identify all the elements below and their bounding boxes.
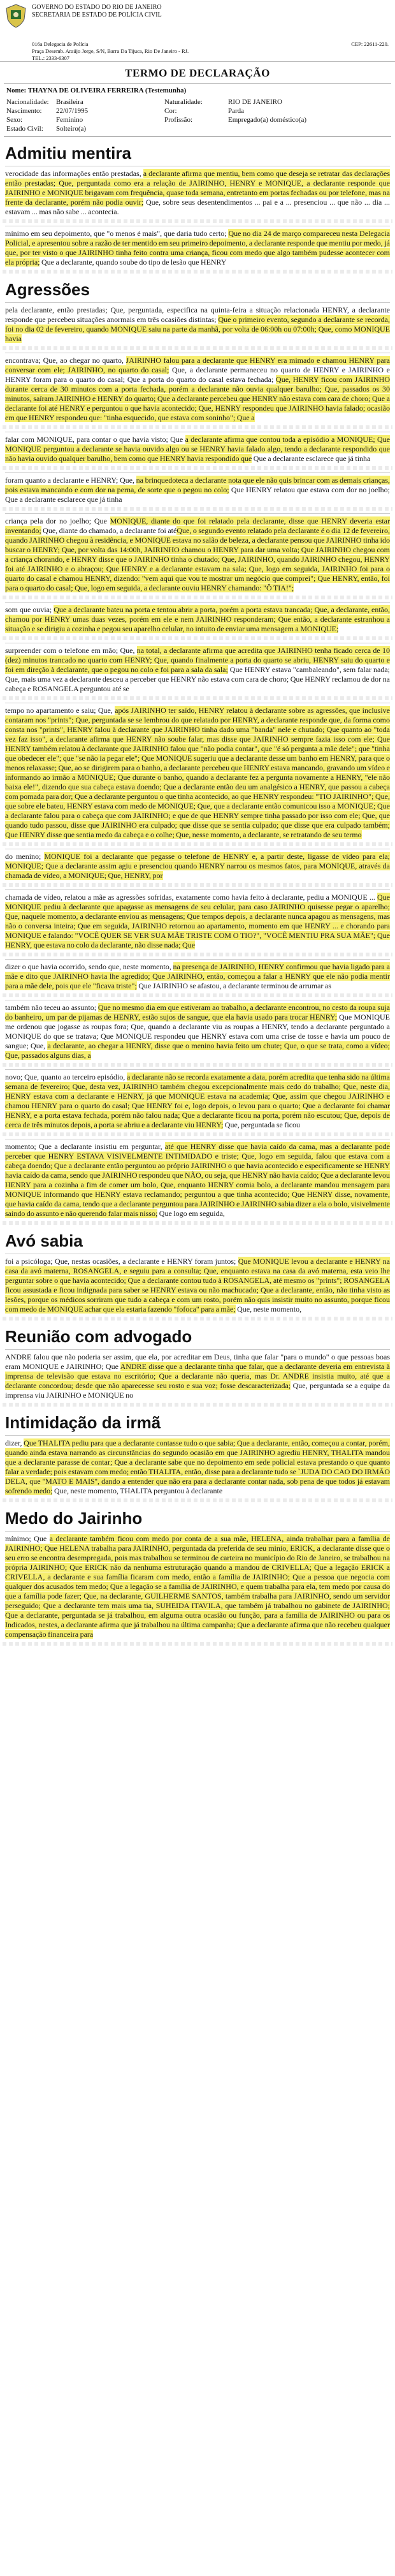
highlighted-text: Que no mesmo dia em que estiveram ao trabalho, a declarante encontrou, no cesto da roupa suja do banheiro, um par de pijamas de HENRY, estão sujos de sangue, que ela havia usado para trocar HENRY; (5, 1003, 390, 1021)
text-excerpt (5, 1000, 390, 1062)
torn-edge-divider (3, 1221, 392, 1225)
torn-edge-divider (3, 346, 392, 350)
org-line-1: GOVERNO DO ESTADO DO RIO DE JANEIRO (32, 4, 162, 11)
field-label: Nascimento: (6, 107, 42, 115)
field-label: Estado Civil: (6, 125, 43, 133)
excerpt-text: som que ouvia; (5, 605, 54, 614)
state-crest-icon (5, 4, 27, 28)
torn-edge-divider (3, 953, 392, 956)
excerpt-text: Que JAIRINHO se afastou, a declarante terminou de arrumar as (136, 981, 331, 990)
excerpt-text: Que, neste momento, THALITA perguntou à declarante (52, 1486, 223, 1495)
highlighted-text: a declarante, ao chegar a HENRY, disse que o menino havia feito um chute; Que, o que se trata, como a vídeo; Que, passados alguns dias, a (5, 1041, 390, 1060)
section-title: Intimidação da irmã (5, 1413, 161, 1432)
text-excerpt (5, 703, 390, 841)
excerpt-text: Que logo em seguida, (157, 1209, 225, 1218)
torn-edge-divider (3, 636, 392, 640)
highlighted-text: Que, o segundo evento relatado pela declarante é o dia 12 de fevereiro, quando JAIRINHO chegou à residência, e MONIQUE estava no salão de beleza, a declarante pensou que JAIRINHO tinha ido buscar o HENRY; Que, por volta das 14:00h, JAIRINHO chamou o HENRY para dar uma volta; Que JAIRINHO chegou com a criança chorando, e HENRY disse que o JAIRINHO tinha o chutado; Que, JAIRINHO, quando JAIRINHO chegou, HENRY foi até JAIRINHO e o abraçou; Que HENRY e a declarante estavam na sala; Que, logo em seguida, JAIRINHO foi para o quarto do casal e chamou HENRY, dizendo: "vem aqui que vou te mostrar um negócio que comprei"; Que HENRY, então, foi para o quarto do casal; Que, logo em seguida, a declarante ouviu HENRY chamando: "Ô TIA!"; (5, 526, 390, 592)
text-excerpt (5, 1435, 390, 1497)
highlighted-text: Que a declarante bateu na porta e tentou abrir a porta, porém a porta estava trancada; Que, a declarante, então, chamou por HENRY umas duas vezes, porém em ele e nem JAIRINHO responderam; Que então, a declarante estranhou a situação e se dirigiu a cozinha e pegou seu aparelho celular, no intuito de enviar uma mensagem a MONIQUE; (5, 605, 390, 633)
section-title: Reunião com advogado (5, 1327, 192, 1346)
witness-name: Nome: THAYNA DE OLIVEIRA FERREIRA (Testemunha) (6, 87, 187, 94)
excerpt-text: ANDRE falou que não poderia ser assim, que ela, por acreditar em Deus, tinha que falar "para o mundo" o que pessoas boas eram MONIQUE e JAIRINHO; Que (5, 1352, 390, 1371)
torn-edge-divider (3, 696, 392, 700)
excerpt-text: Que, perguntada se a equipe da imprensa viu JAIRINHO e MONIQUE no (5, 1381, 390, 1400)
excerpt-text: momento; Que a declarante insistiu em perguntar, (5, 1142, 165, 1151)
torn-edge-divider (3, 1403, 392, 1407)
field-label: Cor: (164, 107, 177, 115)
torn-edge-divider (3, 1132, 392, 1136)
highlighted-text: Que MONIQUE pediu à declarante que apagasse as mensagens de seu celular, para caso JAIRINHO quisesse pegar o aparelho; Que, naquele momento, a declarante enviou as mensagens; Que tempos depois, a declarante nunca apagou as mensagens, mas não o conversa inteira; Que em seguida, JAIRINHO retornou ao apartamento, momento em que HENRY ... e chorando para MONIQUE e falando: "VOCÊ QUER SE VER SUA MÃE TRISTE COM O TIO?", "VOCÊ MENTIU PRA SUA MÃE"; Que HENRY, que estava no colo da declarante, não disse nada; Que (5, 893, 390, 949)
excerpt-text: mínimo em seu depoimento, que "o menos é mais", que daria tudo certo; (5, 229, 229, 238)
field-label: Nacionalidade: (6, 98, 49, 106)
witness-box (4, 84, 391, 137)
text-excerpt (5, 1254, 390, 1315)
excerpt-text: novo; Que, quanto ao terceiro episódio, (5, 1072, 127, 1081)
excerpt-text: dizer o que havia ocorrido, sendo que, neste momento, (5, 962, 173, 971)
declaration-sections (0, 143, 395, 1646)
text-excerpt (5, 353, 390, 424)
field-value (228, 125, 389, 133)
excerpt-text: Que, sobre seus desentendimentos ... pai e a ... presenciou ... que não ... dia ... estavam ... mas não sabe ... acontecia. (5, 198, 391, 216)
org-line-2: SECRETARIA DE ESTADO DE POLÍCIA CIVIL (32, 11, 162, 18)
text-excerpt (5, 849, 390, 882)
excerpt-text: do menino; (5, 852, 45, 861)
highlighted-text: Que o primeiro evento, segundo a declarante se recorda, foi no dia 02 de fevereiro, quando MONIQUE saiu na parte da manhã, por volta de 06:00h ou 07:00h; Que, como MONIQUE havia (5, 315, 390, 343)
excerpt-text: Que HENRY estava "cambaleando", sem falar nada; Que, mais uma vez a declarante desceu a perceber que HENRY não estava com cara de choro; Que HENRY reclamou de dor na cabeça e ROSANGELA perguntou até se (5, 665, 390, 693)
text-excerpt (5, 1069, 390, 1131)
excerpt-text: Que, diante do chamado, a declarante foi até (41, 526, 177, 535)
excerpt-text: dizer, (5, 1438, 24, 1447)
highlighted-text: Que MONIQUE levou a declarante e HENRY na casa da avó materna, ROSANGELA, e seguiu para a consulta; Que, enquanto estava na casa da avó materna, esta veio lhe perguntar sobre o que havia acontecido; Que a declarante contou tudo à ROSANGELA, até mesmo os "prints"; ROSANGELA ficou assustada e ficou indignada para saber se HENRY estava ou não machucado; Que a declarante, então, não tinha visto as lesões, porque os médicos sorriram que tudo a cabeça e com um rosto, porém não quis insistir muito no assunto, porque ficou com medo de MONIQUE achar que ela estaria fazendo "fofoca" para a mãe; (5, 1257, 390, 1314)
torn-edge-divider (3, 466, 392, 470)
highlighted-text: na brinquedoteca a declarante nota que ele não quis brincar com as demais crianças, pois estava mancando e com dor na perna, de sorte que o pegou no colo; (5, 476, 391, 494)
highlighted-text: JAIRINHO falou para a declarante que HENRY era mimado e chamou HENRY para conversar com ele; JAIRINHO, no quarto do casal; (5, 356, 390, 374)
header-address (32, 41, 389, 62)
highlighted-text: a declarante afirma que mentiu, bem como que deseja se retratar das declarações então prestadas; Que, perguntada como era a relação de JAIRINHO, HENRY e MONIQUE, a declarante responde que JAIRINHO e MONIQUE brigavam com frequência, quase toda semana, entretanto em portas fechadas ou por telefone, mas na frente da declarante, porém não podia ouvir; (5, 169, 390, 207)
field-label (164, 125, 228, 133)
excerpt-text: falar com MONIQUE, para contar o que havia visto; Que (5, 435, 185, 444)
highlighted-text: na total, a declarante afirma que acredita que JAIRINHO tenha ficado cerca de 10 (dez) minutos trancado no quarto com HENRY; Que, quando finalmente a porta do quarto se abriu, HENRY saiu do quarto e foi em direção à declarante, que o pegou no colo e foi para a sala da sala; (5, 646, 390, 674)
tel-line: TEL.: 2333-6307 (32, 55, 70, 61)
field-label: Naturalidade: (164, 98, 203, 106)
text-excerpt (5, 513, 390, 594)
address-line: Praça Desemb. Araújo Jorge, S/N, Barra Da Tijuca, Rio De Janeiro - RJ. (32, 48, 189, 54)
torn-edge-divider (3, 507, 392, 511)
highlighted-text: Que THALITA pediu para que a declarante contasse tudo o que sabia; Que a declarante, então, começou a contar, porém, quando ainda estava narrando as circunstâncias do segundo ocasião em que JAIRINHO agrediu HENRY, THALITA mandou que a declarante parasse de contar; Que a declarante sabe que no depoimento em sede policial estava prestando o que quanto falar a verdade; pois estavam com medo; então THALITA, então, disse para a declarante tudo se `JUDA DO CAO DO IRMÃO DELA, que ''MATO E MAIS'', dando a entender que não era para a declarante contar nada, sob pena de que todos já estavam sofrendo medo; (5, 1438, 390, 1495)
torn-edge-divider (3, 425, 392, 429)
highlighted-text: MONIQUE foi a declarante que pegasse o telefone de HENRY e, a partir deste, ligasse de vídeo para ela; MONIQUE; Que a declarante assim agiu e presenciou quando HENRY narrou os mesmos fatos, para MONIQUE, através da chamada de vídeo, a MONIQUE; Que, HENRY, por (5, 852, 391, 880)
text-excerpt (5, 643, 390, 695)
highlighted-text: até que HENRY disse que havia caído da cama, mas a declarante pode perceber que HENRY ESTAVA VISIVELMENTE INTIMIDADO e triste; Que, logo em seguida, falou que estava com a cabeça doendo; Que a declarante então perguntou ao próprio JAIRINHO o que havia acontecido e especificamente se HENRY havia caído da cama, sendo que JAIRINHO respondeu que NÃO, ou seja, que HENRY não havia caído; Que a declarante levou HENRY para a cozinha a fim de comer um bolo, Que, enquanto HENRY comia bolo, a declarante mandou mensagem para MONIQUE informando que HENRY estava reclamando; perguntou a que tinha acontecido; Que HENRY disse, novamente, que havia caído da cama, tendo que a declarante perguntou para JAIRINHO e JAIRINHO sabia dizer a ela o bolo, visivelmente saindo do assunto e não querendo falar mais nisso; (5, 1142, 390, 1218)
excerpt-text: foram quanto a declarante e HENRY; Que, (5, 476, 136, 485)
highlighted-text: após JAIRINHO ter saído, HENRY relatou à declarante sobre as agressões, que inclusive contaram nos "prints"; Que, perguntada se se lembrou do que relatado por HENRY, a declarante responde que, da forma como consta nos "prints", HENRY falou à declarante que JAIRINHO tinha dado uma "banda" nele e chutado; Que quanto ao "toda vez faz isso", a declarante afirma que HENRY não soube falar, mas disse que JAIRINHO sempre fazia isso com ele; Que HENRY também relatou à declarante que JAIRINHO falou que "não podia contar", que "é só pergunta a mãe dele"; que "tinha que obedecer ele"; que "se não ia pegar ele"; Que MONIQUE sugeriu que a declarante desse um banho em HENRY, para que o menos relaxasse; Que, ao se dirigirem para o banho, a declarante percebeu que HENRY estava mancando, gravando um vídeo e informando ao irmão a MONIQUE; Que durante o banho, quando a declarante fez a pergunta novamente a HENRY, "ele não baixa ele!", dizendo que sua cabeça estava doendo; Que a declarante então deu um analgésico a HENRY, que passou a cabeça com pomada para dor; Que a declarante perguntou o que tinha acontecido, ao que HENRY respondeu: "TIO JAIRINHO"; Que, que sobre ele bateu, HENRY estava com medo de MONIQUE; Que, que a declarante então comunicou isso a MONIQUE; Que a declarante falou para o cabeça que com JAIRINHO; e que de que HENRY sempre tinha passado por isso com ele; Que, que quando tudo passou, disse que JAIRINHO era culpado; que disse que se sentia culpado; que disse que era culpado também; Que HENRY disse que sentia medo da cabeça e o colhe; Que, nesse momento, a declarante, se retratando de seu termo (5, 706, 390, 839)
section-title: Medo do Jairinho (5, 1509, 143, 1528)
highlighted-text: a declarante não se recorda exatamente a data, porém acredita que tenha sido na última semana de fevereiro; Que, desta vez, JAIRINHO também chegou excepcionalmente mais cedo do trabalho; Que, neste dia, HENRY estava com a declarante e HENRY, já que MONIQUE estava na academia; Que, assim que chegou JAIRINHO e chamou HENRY para o quarto do casal; Que HENRY foi e, logo depois, o levou para o quarto; Que a declarante foi chamar HENRY, e a porta estava fechada, porém não falou nada; Que a declarante ficou na porta, porém não escutou; Que, depois de cerca de três minutos depois, a porta se abriu e a declarante viu HENRY; (5, 1072, 390, 1129)
text-excerpt (5, 959, 390, 992)
text-excerpt (5, 166, 390, 218)
excerpt-text: tempo no apartamento e saiu; Que, (5, 706, 115, 715)
excerpt-text: também não teceu ao assunto; (5, 1003, 98, 1012)
text-excerpt (5, 432, 390, 465)
excerpt-text: Que, neste momento, (235, 1305, 302, 1314)
text-excerpt (5, 1349, 390, 1401)
field-value: RIO DE JANEIRO (228, 98, 282, 106)
excerpt-text: Que a declarante, quando soube do tipo de lesão que HENRY (40, 258, 227, 267)
torn-edge-divider (3, 219, 392, 223)
torn-edge-divider (3, 993, 392, 997)
section-title: Agressões (5, 280, 90, 299)
excerpt-text: Que, perguntada se ficou (223, 1120, 301, 1129)
highlighted-text: MONIQUE, diante do que foi relatado pela declarante, disse que HENRY deveria estar inventando; (5, 516, 391, 535)
excerpt-text: criança pela dor no joelho; Que (5, 516, 110, 525)
witness-fields (6, 98, 389, 133)
field-value: Parda (228, 107, 245, 115)
torn-edge-divider (3, 596, 392, 599)
highlighted-text: na presença de JAIRINHO, HENRY confirmou que havia ligado para a mãe e dito que JAIRINHO havia lhe agredido; Que JAIRINHO, então, começou a falar a HENRY que ele não podia mentir para a mãe dele, pois que ele "ficava triste"; (5, 962, 390, 990)
highlighted-text: ANDRE disse que a declarante tinha que falar, que a declarante deveria em entrevista à imprensa de televisão que estava no escritório; Que a declarante não queria, mas Dr. ANDRE insistia muito, até que a declarante concordou; desde que não aparecesse seu rosto e sua voz; fosse descaracterizada; (5, 1362, 390, 1390)
field-label: Sexo: (6, 116, 23, 124)
document-title: TERMO DE DECLARAÇÃO (125, 67, 270, 79)
text-excerpt (5, 602, 390, 635)
excerpt-text: Que MONIQUE me ordenou que jogasse as roupas fora; Que, quando a declarante viu as roupas a HENRY, tendo a declarante perguntado a MONIQUE do que se tratava; Que MONIQUE respondeu que HENRY estava com uma crise de tosse e havia um pouco de sangue; Que, (5, 1013, 391, 1050)
field-value: Brasileira (56, 98, 83, 106)
cep-line: CEP: 22611-220. (351, 41, 389, 47)
highlighted-text: a declarante afirma que contou toda a episódio a MONIQUE; Que MONIQUE perguntou a declarante se havia ouvido algo ou se HENRY havia falado algo, tendo a declarante respondido que não havia ouvido qualquer barulho, bem como que HENRY havia respondido que (5, 435, 391, 463)
torn-edge-divider (3, 842, 392, 846)
section-title: Avó sabia (5, 1231, 83, 1250)
dept-line: 016a Delegacia de Polícia (32, 41, 89, 47)
field-value: Empregado(a) doméstico(a) (228, 116, 307, 124)
field-value: Feminino (56, 116, 83, 124)
header-org-lines (32, 4, 162, 19)
torn-edge-divider (3, 1642, 392, 1646)
field-value: Solteiro(a) (56, 125, 87, 133)
torn-edge-divider (3, 1498, 392, 1502)
excerpt-text: mínimo; Que (5, 1534, 50, 1543)
torn-edge-divider (3, 1063, 392, 1067)
text-excerpt (5, 226, 390, 268)
highlighted-text: Que, HENRY ficou com JAIRINHO durante cerca de 30 minutos com a porta fechada, porém a declarante não ouvia qualquer barulho; Que, passados os 30 minutos, saíram JAIRINHO e HENRY do quarto; Que a declarante percebeu que HENRY não estava com cara de choro; Que a declarante foi até HENRY e perguntou o que havia acontecido; Que, HENRY respondeu que JAIRINHO havia falado; ocasião em que HENRY respondeu que: "tinha esquecido, que estava com soninho"; Que a (5, 375, 390, 422)
text-excerpt (5, 1531, 390, 1641)
excerpt-text: Que, a declarante permaneceu no quarto de HENRY e JAIRINHO e HENRY foram para o quarto do casal; Que a porta do quarto do casal estava fechada; (5, 365, 390, 384)
section-title: Admitiu mentira (5, 143, 131, 163)
excerpt-text: verocidade das informações então prestadas, (5, 169, 143, 178)
text-excerpt (5, 1139, 390, 1220)
torn-edge-divider (3, 883, 392, 887)
excerpt-text: foi a psicóloga; Que, nestas ocasiões, a declarante e HENRY foram juntos; (5, 1257, 238, 1266)
field-value: 22/07/1995 (56, 107, 89, 115)
text-excerpt (5, 302, 390, 345)
torn-edge-divider (3, 1317, 392, 1321)
excerpt-text: pela declarante, então prestadas; Que, perguntada, especifica na quinta-feira a situação relacionada HENRY, a declarante responde que percebeu situações anormais em três ocasiões distintas; (5, 305, 390, 324)
excerpt-text: encontrava; Que, ao chegar no quarto, (5, 356, 126, 365)
excerpt-text: Que a declarante esclarece que já tinha (252, 454, 371, 463)
document-header (0, 0, 395, 62)
highlighted-text: a declarante também ficou com medo por conta de a sua mãe, HELENA, ainda trabalhar para a família de JAIRINHO; Que HELENA trabalha para JAIRINHO, perguntada da preferida de seu minio, ERICK, a declarante disse que o seu erro se encontra desempregada, pois mas trabalhou se terminou de carteira no município do Rio de Janeiro, se trabalhou na própria JAIRINHO; Que ERICK não da nenhuma estruturação quando a mandou de CRIVELLA; Que a legação ERICK a CRIVELLA, a declarante e sua família ficaram com medo, então a família de JAIRINHO; Que a pessoa que negocia com qualquer dos acusados tem medo; Que a legação se a família de JAIRINHO, e quem trabalha para ela, tem medo por causa do que a família pode fazer; Que, na declarante, GUILHERME SANTOS, também trabalha para JAIRINHO, sendo um servidor perseguido; Que a declarante tem mais uma tia, SUHEIDA ITAVILA, que também já trabalhou no gabinete de JAIRINHO; Que a declarante, perguntada se já trabalhou, em alguma outra ocasião ou função, para a família de JAIRINHO ou para os Indicados, nestes, a declarante afirma que já trabalhou na última campanha; Que a declarante afirma que não recebeu qualquer compensação financeira para (5, 1534, 390, 1639)
text-excerpt (5, 889, 390, 951)
excerpt-text: chamada de vídeo, relatou a mãe as agressões sofridas, exatamente como havia feito à declarante, pediu a MONIQUE ... (5, 893, 377, 902)
torn-edge-divider (3, 270, 392, 274)
field-label: Profissão: (164, 116, 192, 124)
highlighted-text: Que no dia 24 de março compareceu nesta Delegacia Policial, e apresentou sobre a razão de ter mentido em seu primeiro depoimento, a declarante responde que mentiu por medo, já que, por ter visto o que JAIRINHO tinha feito contra uma criança, ficou com medo que algo também pudesse acontecer com ela própria; (5, 229, 390, 267)
text-excerpt (5, 472, 390, 506)
excerpt-text: Que HENRY relatou que estava com dor no joelho; Que a declarante esclarece que já tinha (5, 485, 390, 504)
excerpt-text: surpreender com o telefone em mão; Que, (5, 646, 137, 655)
